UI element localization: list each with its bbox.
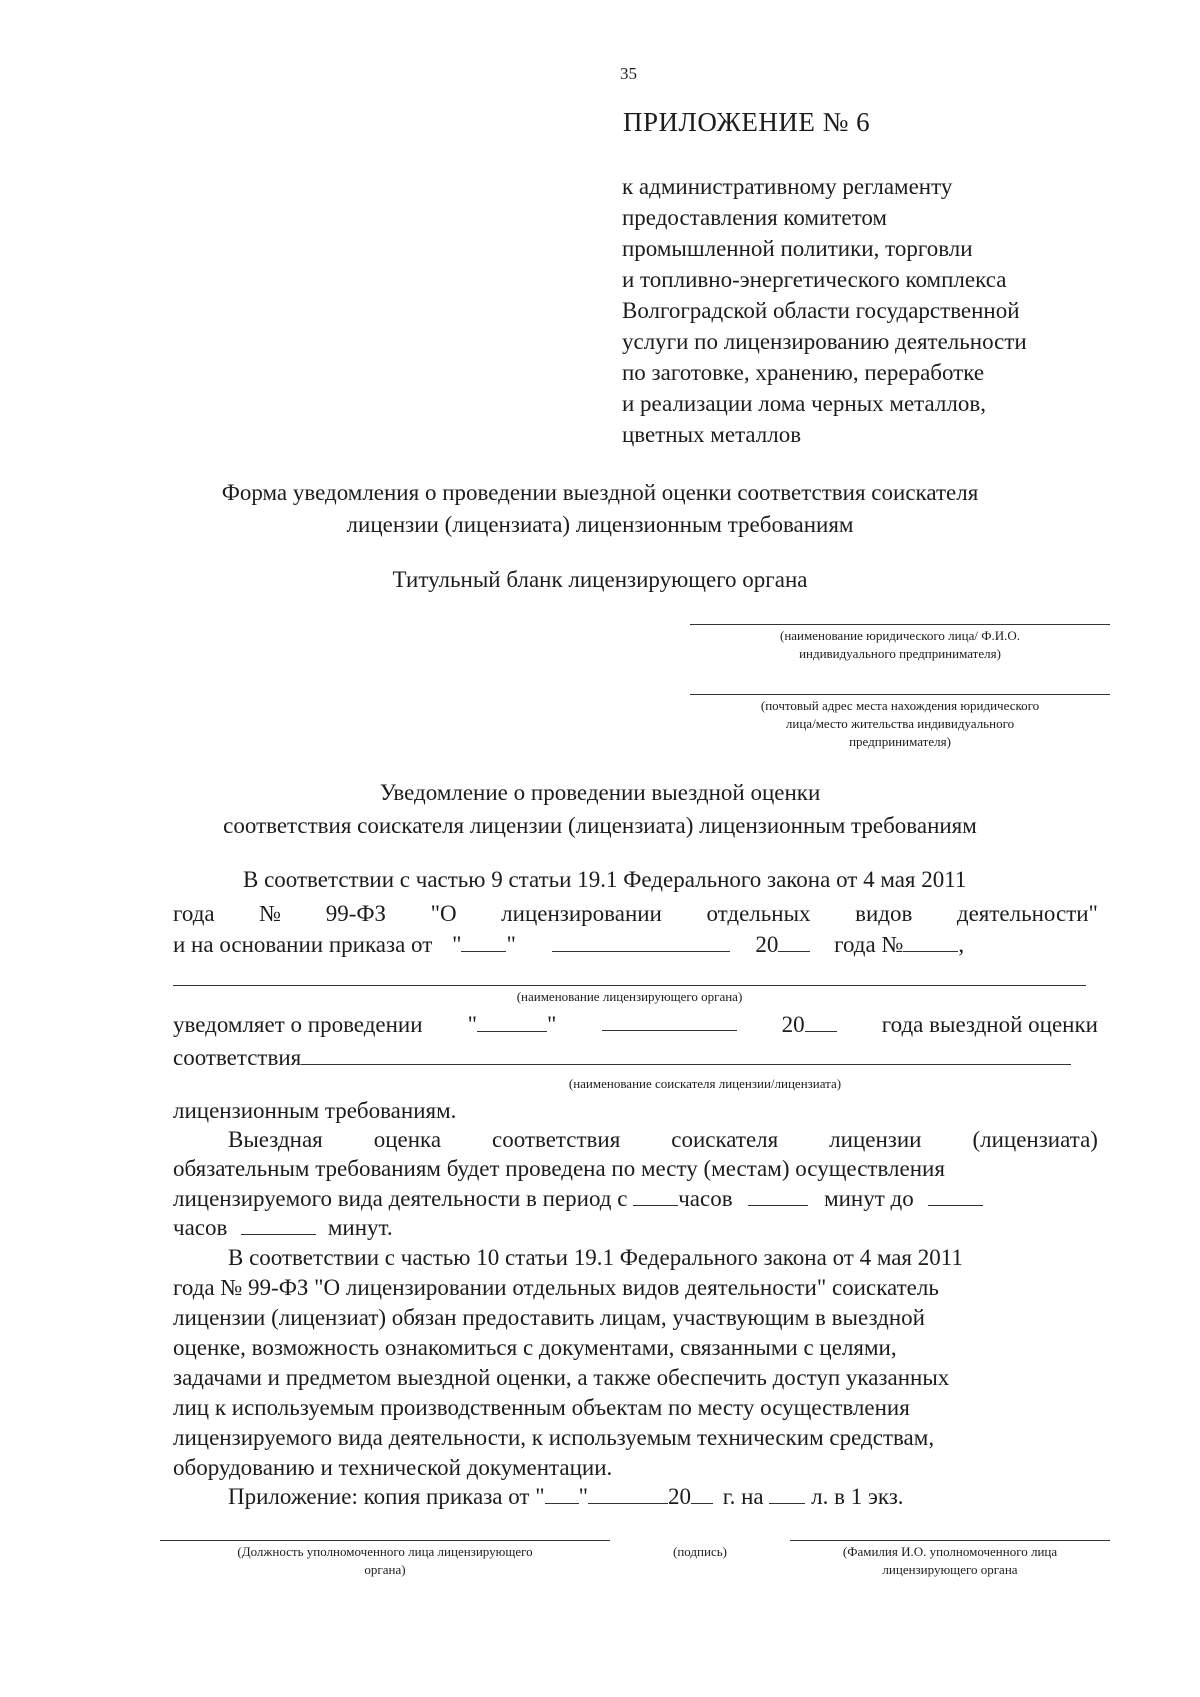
quote-open: " (535, 1484, 545, 1509)
quote-open: " (452, 932, 462, 957)
word: "О (430, 901, 457, 926)
notify-year (782, 1012, 837, 1038)
conformity-line (173, 1045, 1098, 1071)
word: соискателя (671, 1127, 779, 1152)
annex-subtitle-line: к административному регламенту (622, 174, 953, 199)
form-title-line: Форма уведомления о проведении выездной оценки соответствия соискателя (221, 480, 979, 505)
body-line-justified (228, 1127, 1098, 1153)
comma: , (958, 932, 965, 957)
period-prefix: лицензируемого вида деятельности в период с (173, 1186, 628, 1211)
body-line: обязательным требованиям будет проведена по месту (местам) осуществления (173, 1156, 945, 1181)
hours-word: часов (678, 1186, 733, 1211)
year-blank (778, 933, 810, 952)
quote-close: " (547, 1012, 557, 1037)
body-line-justified (173, 901, 1098, 927)
body-line: лицензии (лицензиат) обязан предоставить лицам, участвующим в выездной (173, 1305, 925, 1330)
body-line: В соответствии с частью 10 статьи 19.1 Федерального закона от 4 мая 2011 (228, 1245, 963, 1270)
order-line (173, 932, 1098, 958)
period-line (173, 1186, 1098, 1212)
hour-from-blank (633, 1187, 678, 1206)
body-line: В соответствии с частью 9 статьи 19.1 Федерального закона от 4 мая 2011 (243, 867, 967, 892)
form-title-line: лицензии (лицензиата) лицензионным требованиям (346, 512, 854, 537)
addressee-address-line (690, 694, 1110, 695)
name-line (790, 1540, 1110, 1541)
annex-subtitle-line: по заготовке, хранению, переработке (622, 360, 985, 385)
minutes-word: минут. (327, 1215, 393, 1240)
sheets-blank (769, 1485, 805, 1504)
word: отдельных (706, 901, 811, 926)
number-blank (903, 933, 958, 952)
month-blank (588, 1485, 668, 1504)
year-prefix: 20 (668, 1484, 692, 1509)
body-line: года № 99-ФЗ "О лицензировании отдельных видов деятельности" соискатель (173, 1275, 939, 1300)
annex-subtitle-line: цветных металлов (622, 422, 802, 447)
conformity-word: соответствия (173, 1045, 302, 1070)
word: оценка (373, 1127, 442, 1152)
day-blank (545, 1485, 579, 1504)
notify-prefix: уведомляет о проведении (173, 1012, 423, 1037)
attachment-mid: г. на (722, 1484, 764, 1509)
annex-subtitle-line: промышленной политики, торговли (622, 236, 973, 261)
caption-line: (Должность уполномоченного лица лицензирующего (237, 1544, 533, 1559)
word: деятельности" (956, 901, 1098, 926)
notice-title-line: соответствия соискателя лицензии (лицензиата) лицензионным требованиям (223, 813, 977, 838)
minutes-to-word: минут до (824, 1186, 914, 1211)
caption-line: органа) (364, 1562, 406, 1577)
caption-line: лица/место жительства индивидуального (785, 716, 1015, 731)
minute-from-blank (748, 1187, 808, 1206)
name-caption (790, 1543, 1110, 1579)
body-line: лицензируемого вида деятельности, к используемым техническим средствам, (173, 1425, 935, 1450)
annex-subtitle (622, 171, 1027, 450)
word: (лицензиата) (972, 1127, 1098, 1152)
word: № (259, 901, 282, 926)
applicant-blank (301, 1046, 1071, 1065)
addressee-address-caption (690, 697, 1110, 751)
quote-open: " (467, 1012, 478, 1037)
attachment-line (228, 1484, 1098, 1510)
page-number: 35 (620, 64, 637, 83)
day-blank (477, 1013, 547, 1032)
notify-suffix: года выездной оценки (881, 1012, 1098, 1037)
position-line (160, 1540, 610, 1541)
day-blank (461, 933, 506, 952)
minute-to-blank (241, 1216, 316, 1235)
order-prefix: и на основании приказа от (173, 932, 433, 957)
attachment-suffix: л. в 1 экз. (811, 1484, 904, 1509)
body-line: лиц к используемым производственным объектам по месту осуществления (173, 1395, 910, 1420)
title-blank-label: Титульный бланк лицензирующего органа (392, 567, 808, 592)
hours-word: часов (173, 1215, 228, 1240)
notice-title-line: Уведомление о проведении выездной оценки (379, 780, 821, 805)
word: видов (855, 901, 913, 926)
body-line: оценке, возможность ознакомиться с документами, связанными с целями, (173, 1335, 897, 1360)
annex-subtitle-line: и реализации лома черных металлов, (622, 391, 986, 416)
annex-subtitle-line: услуги по лицензированию деятельности (622, 329, 1027, 354)
word: соответствия (492, 1127, 621, 1152)
authority-caption: (наименование лицензирующего органа) (516, 989, 743, 1004)
caption-line: (почтовый адрес места нахождения юридического (760, 698, 1040, 713)
annex-subtitle-line: и топливно-энергетического комплекса (622, 267, 1007, 292)
attachment-prefix: Приложение: копия приказа от (228, 1484, 530, 1509)
body-line: задачами и предметом выездной оценки, а также обеспечить доступ указанных (173, 1365, 950, 1390)
annex-subtitle-line: предоставления комитетом (622, 205, 887, 230)
caption-line: индивидуального предпринимателя) (799, 646, 1001, 661)
notice-title (150, 776, 1050, 842)
caption-line: предпринимателя) (849, 734, 951, 749)
annex-title: ПРИЛОЖЕНИЕ № 6 (623, 107, 871, 137)
position-caption (160, 1543, 610, 1579)
word: Выездная (228, 1127, 323, 1152)
body-line: лицензионным требованиям. (173, 1098, 457, 1123)
quote-close: " (578, 1484, 589, 1509)
signature-caption: (подпись) (673, 1544, 727, 1559)
word: 99-ФЗ (325, 901, 387, 926)
word: лицензировании (501, 901, 662, 926)
caption-line: лицензирующего органа (882, 1562, 1018, 1577)
addressee-name-caption (690, 627, 1110, 663)
year-prefix: 20 (781, 1012, 805, 1037)
word: лицензии (829, 1127, 922, 1152)
year-blank (805, 1013, 837, 1032)
year-prefix: 20 (755, 932, 779, 957)
hour-to-blank (928, 1187, 983, 1206)
quote-close: " (506, 932, 516, 957)
year-blank (691, 1485, 713, 1504)
month-blank (552, 933, 730, 952)
period-line-end (173, 1215, 1098, 1241)
notify-date (468, 1012, 557, 1038)
addressee-name-line (690, 624, 1110, 625)
caption-line: (наименование юридического лица/ Ф.И.О. (779, 628, 1021, 643)
annex-subtitle-line: Волгоградской области государственной (622, 298, 1020, 323)
caption-line: (Фамилия И.О. уполномоченного лица (842, 1544, 1058, 1559)
applicant-caption: (наименование соискателя лицензии/лицензиата) (568, 1076, 842, 1091)
form-title (150, 477, 1050, 541)
authority-line (173, 985, 1086, 986)
month-blank (602, 1012, 737, 1031)
notify-line (173, 1012, 1098, 1038)
body-line: оборудованию и технической документации. (173, 1455, 613, 1480)
year-word: года № (834, 932, 904, 957)
word: года (173, 901, 215, 926)
